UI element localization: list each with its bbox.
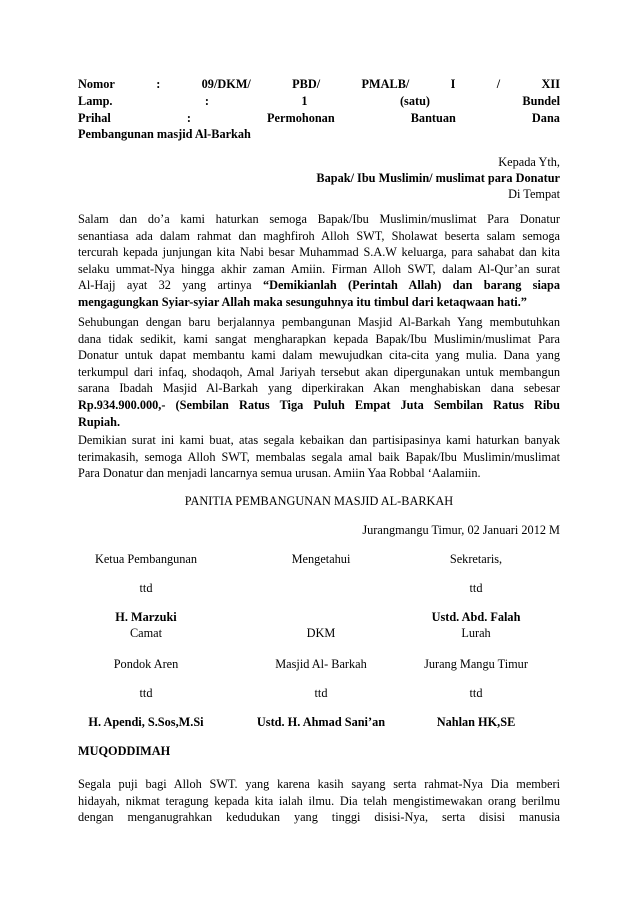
prihal-colon: :: [186, 111, 191, 125]
muqoddimah-paragraph: [78, 776, 560, 826]
signer-place: Masjid Al- Barkah: [275, 657, 367, 671]
signer-title: DKM: [306, 626, 336, 640]
signer-sekretaris: [396, 552, 556, 625]
nomor-part: PBD/: [292, 77, 321, 91]
signer-role: Mengetahui: [291, 552, 351, 566]
paragraph-line: Salam dan do’a kami haturkan semoga Bapak/Ibu Muslimin/muslimat Para Donatur: [78, 212, 560, 226]
closing-paragraph: [78, 432, 560, 482]
nomor-part: I: [450, 77, 456, 91]
signer-name: Nahlan HK,SE: [436, 715, 516, 729]
signature-ttd: ttd: [469, 686, 483, 700]
signature-ttd: ttd: [139, 686, 153, 700]
signer-title: Camat: [129, 626, 163, 640]
paragraph-line: terkumpul dari infaq, shodaqoh, Amal Jariyah tersebut akan dipergunakan untuk membangun: [78, 364, 560, 379]
signer-name: Ustd. H. Ahmad Sani’an: [256, 715, 386, 729]
prihal-part: Bantuan: [410, 111, 456, 125]
signer-mengetahui: [241, 552, 401, 567]
committee-title: PANITIA PEMBANGUNAN MASJID AL-BARKAH: [184, 494, 454, 508]
paragraph-line: senantiasa ada dalam rahmat dan maghfiroh Alloh SWT, Sholawat beserta salam semoga: [78, 228, 560, 243]
signer-dkm: [241, 626, 401, 730]
nomor-part: XII: [541, 77, 560, 91]
verse-quote-cont: mengagungkan Syiar-syiar Allah maka sesunguhnya itu timbul dari ketaqwaan hati.”: [78, 294, 527, 309]
paragraph-line: sarana Ibadah Masjid Al-Barkah yang diperkirakan Akan menghabiskan dana sebesar: [78, 381, 560, 396]
lamp-colon: :: [204, 94, 210, 108]
signer-camat: [66, 626, 226, 730]
prihal-line: [78, 111, 560, 126]
nomor-part: PMALB/: [361, 77, 410, 91]
nomor-label: Nomor: [78, 77, 115, 91]
signer-place: Pondok Aren: [113, 657, 179, 671]
recipient-greeting: Kepada Yth,: [498, 155, 560, 169]
prihal-part: Dana: [531, 111, 560, 125]
paragraph-line: dana tidak sedikit, kami sangat mengharapkan kepada Bapak/Ibu Muslimin/muslimat Para: [78, 331, 560, 346]
nomor-colon: :: [156, 77, 161, 91]
prihal-label: Prihal: [78, 111, 111, 125]
signer-name: H. Apendi, S.Sos,M.Si: [88, 715, 204, 729]
amount-line-cont: Rupiah.: [78, 414, 121, 429]
recipient-place: Di Tempat: [508, 187, 560, 201]
paragraph-line: [78, 277, 560, 294]
signer-title: Lurah: [461, 626, 491, 640]
signature-ttd: ttd: [314, 686, 328, 700]
prihal-continuation: Pembangunan masjid Al-Barkah: [78, 127, 251, 141]
verse-intro: Al-Hajj ayat 32 yang artinya: [78, 278, 263, 293]
nomor-line: [78, 77, 560, 92]
opening-paragraph: [78, 211, 560, 311]
paragraph-line: Segala puji bagi Alloh SWT. yang karena kasih sayang serta rahmat-Nya Dia memberi: [78, 777, 560, 791]
paragraph-line: terimakasih, semoga Alloh SWT, membalas segala amal baik Bapak/Ibu Muslimin/muslimat: [78, 449, 560, 464]
signature-ttd: ttd: [469, 581, 483, 595]
signer-name: Ustd. Abd. Falah: [431, 610, 521, 624]
request-paragraph: [78, 314, 560, 430]
paragraph-line: Sehubungan dengan baru berjalannya pembangunan Masjid Al-Barkah Yang membutuhkan: [78, 315, 560, 329]
paragraph-line: Demikian surat ini kami buat, atas segala kebaikan dan partisipasinya kami haturkan banyak: [78, 433, 560, 447]
paragraph-line: hidayah, nikmat teragung kepada kita ialah ilmu. Dia telah mengistimewakan orang berilmu: [78, 793, 560, 808]
lamp-label: Lamp.: [78, 94, 113, 108]
verse-quote: “Demikianlah (Perintah Allah) dan barang siapa: [262, 278, 560, 293]
paragraph-line: selaku ummat-Nya hingga akhir zaman Amiin. Firman Alloh SWT, dalam Al-Qur’an surat: [78, 261, 560, 276]
recipient-name: Bapak/ Ibu Muslimin/ muslimat para Donatur: [316, 171, 560, 185]
amount-line: Rp.934.900.000,- (Sembilan Ratus Tiga Puluh Empat Juta Sembilan Ratus Ribu: [78, 397, 560, 412]
muqoddimah-heading: MUQODDIMAH: [78, 744, 171, 758]
signer-ketua: [66, 552, 226, 625]
paragraph-line: tercurah kepada junjungan kita Nabi besar Muhammad S.A.W keluarga, para sahabat dan kita: [78, 245, 560, 260]
signer-name: H. Marzuki: [115, 610, 177, 624]
lamp-part: 1: [301, 94, 308, 108]
paragraph-line: Donatur untuk dapat membantu kami dalam mewujudkan cita-cita yang mulia. Dana yang: [78, 348, 560, 363]
paragraph-line: Para Donatur dan menjadi lancarnya semua urusan. Amiin Yaa Robbal ‘Aalamiin.: [78, 466, 481, 481]
place-date: Jurangmangu Timur, 02 Januari 2012 M: [362, 523, 560, 537]
paragraph-line: dengan menganugrahkan kedudukan yang tinggi disisi-Nya, serta disisi manusia: [78, 810, 560, 825]
lamp-part: Bundel: [522, 94, 560, 108]
lamp-line: [78, 94, 560, 109]
lamp-part: (satu): [399, 94, 431, 108]
signer-role: Ketua Pembangunan: [94, 552, 198, 566]
prihal-part: Permohonan: [267, 111, 335, 125]
signer-place: Jurang Mangu Timur: [424, 657, 528, 671]
signer-role: Sekretaris,: [449, 552, 503, 566]
signature-ttd: ttd: [139, 581, 153, 595]
nomor-part: /: [496, 77, 501, 91]
nomor-part: 09/DKM/: [201, 77, 251, 91]
signer-lurah: [396, 626, 556, 730]
